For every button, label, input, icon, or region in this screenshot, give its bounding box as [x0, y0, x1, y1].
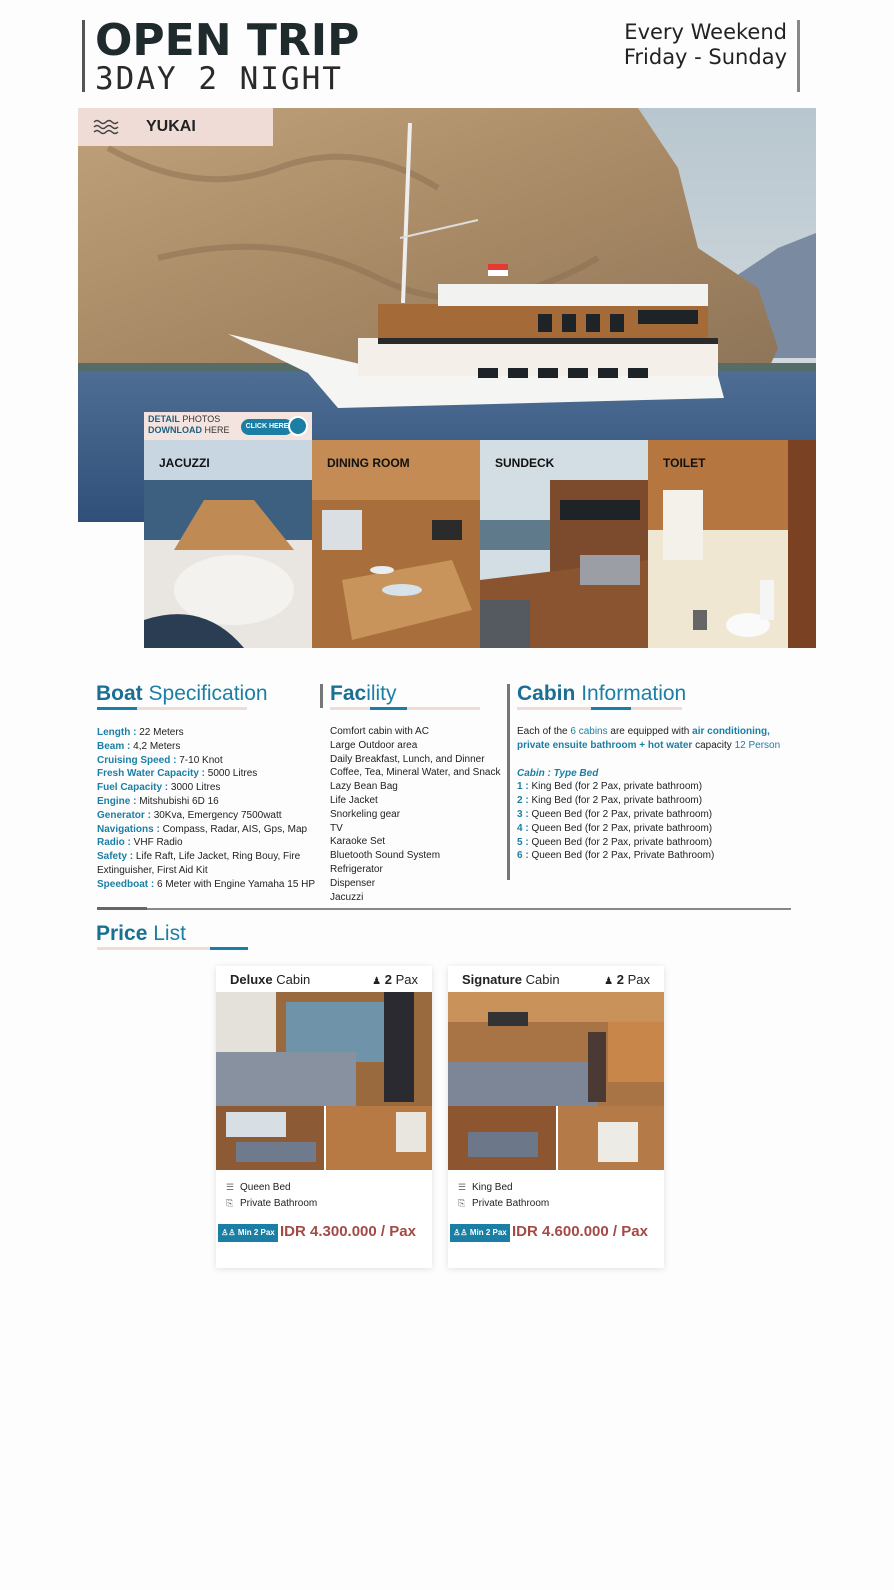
spec-key: Generator :: [97, 809, 151, 821]
header-title-block: [82, 15, 360, 97]
section-divider-accent: [97, 907, 147, 910]
gallery-label: TOILET: [663, 456, 706, 470]
cabin-info-underline-accent: [591, 707, 631, 710]
facility-item: Karaoke Set: [330, 836, 386, 848]
people-icon: ♙♙: [221, 1228, 236, 1237]
spec-value: 5000 Litres: [207, 768, 258, 780]
price-list-title: Price List: [96, 922, 186, 945]
card-pax: ♟ 2 Pax: [372, 972, 418, 987]
bathtub-icon: ⎘: [226, 1198, 234, 1208]
card-pax: ♟ 2 Pax: [604, 972, 650, 987]
section-divider: [97, 908, 791, 910]
spec-key: Navigations :: [97, 823, 160, 835]
price-value: IDR 4.300.000 / Pax: [280, 1223, 416, 1240]
deluxe-cabin-photo: [216, 992, 432, 1170]
facility-list: [330, 725, 510, 904]
gallery-label: JACUZZI: [159, 456, 210, 470]
bed-icon: ☰: [226, 1182, 235, 1192]
spec-value: 7-10 Knot: [179, 754, 223, 766]
cabin-info-body: [517, 725, 797, 863]
spec-value: 4,2 Meters: [133, 740, 181, 752]
spec-key: Fuel Capacity :: [97, 782, 169, 794]
bed-number: 3 :: [517, 808, 529, 820]
click-here-button[interactable]: CLICK HERE: [241, 419, 293, 435]
bed-number: 5 :: [517, 836, 529, 848]
spec-row: [97, 740, 322, 754]
spec-value: Life Raft, Life Jacket, Ring Bouy, Fire Extinguisher, First Aid Kit: [97, 851, 301, 876]
schedule-line-2: Friday - Sunday: [623, 45, 787, 69]
facility-item: Bluetooth Sound System: [330, 850, 441, 862]
bed-row: [517, 822, 797, 836]
cabin-divider: [507, 684, 510, 880]
bed-text: King Bed (for 2 Pax, private bathroom): [531, 795, 703, 807]
facility-item: Life Jacket: [330, 794, 378, 806]
bed-number: 6 :: [517, 850, 529, 862]
gallery-label: DINING ROOM: [327, 456, 410, 470]
boat-name-tag: [78, 108, 273, 146]
bed-row: [517, 836, 797, 850]
spec-row: [97, 795, 322, 809]
facility-item: Daily Breakfast, Lunch, and Dinner: [330, 753, 485, 765]
spec-value: VHF Radio: [133, 837, 183, 849]
spec-row: [97, 850, 322, 878]
spec-value: 3000 Litres: [170, 782, 221, 794]
boat-spec-underline-accent: [97, 707, 137, 710]
download-photos-banner[interactable]: [144, 412, 312, 440]
cabin-info-title: Cabin Information: [517, 682, 687, 705]
bed-number: 1 :: [517, 781, 529, 793]
gallery-tile-sundeck[interactable]: [480, 440, 648, 648]
cursor-click-icon[interactable]: [288, 416, 308, 436]
person-icon: ♟: [604, 976, 614, 987]
people-icon: ♙♙: [453, 1228, 468, 1237]
price-list-underline-accent: [210, 947, 248, 950]
min-pax-badge: ♙♙ Min 2 Pax: [450, 1224, 510, 1242]
gallery-label: SUNDECK: [495, 456, 555, 470]
waves-icon: [93, 118, 119, 136]
facility-item: Large Outdoor area: [330, 739, 418, 751]
spec-key: Radio :: [97, 837, 131, 849]
min-pax-badge: ♙♙ Min 2 Pax: [218, 1224, 278, 1242]
boat-name: YUKAI: [146, 118, 196, 135]
schedule-block: [610, 20, 800, 92]
spec-key: Beam :: [97, 740, 131, 752]
schedule-line-1: Every Weekend: [624, 20, 787, 44]
bathtub-icon: ⎘: [458, 1198, 466, 1208]
feature-bed: ☰ King Bed: [458, 1182, 513, 1193]
spec-row: [97, 809, 322, 823]
card-title: Deluxe Cabin: [230, 972, 311, 987]
download-photos-text: DETAIL PHOTOS DOWNLOAD HERE: [148, 414, 230, 435]
page-title: OPEN TRIP: [95, 15, 360, 66]
spec-row: [97, 726, 322, 740]
facility-item: Comfort cabin with AC: [330, 726, 429, 737]
spec-key: Speedboat :: [97, 878, 155, 890]
spec-row: [97, 781, 322, 795]
facility-item: Dispenser: [330, 877, 376, 889]
spec-value: 30Kva, Emergency 7500watt: [153, 809, 282, 821]
feature-bath: ⎘ Private Bathroom: [226, 1198, 318, 1209]
facility-item: Jacuzzi: [330, 891, 364, 903]
facility-title: Facility: [330, 682, 397, 705]
price-value: IDR 4.600.000 / Pax: [512, 1223, 648, 1240]
spec-key: Length :: [97, 727, 137, 738]
facility-underline-accent: [370, 707, 407, 710]
cabin-type-title: Cabin : Type Bed: [517, 767, 599, 779]
bed-number: 2 :: [517, 795, 529, 807]
bed-number: 4 :: [517, 822, 529, 834]
spec-value: 6 Meter with Engine Yamaha 15 HP: [157, 878, 316, 890]
price-card-signature[interactable]: [448, 966, 664, 1268]
bed-row: [517, 808, 797, 822]
bed-text: King Bed (for 2 Pax, private bathroom): [531, 781, 703, 793]
spec-row: [97, 754, 322, 768]
facility-item: TV: [330, 822, 343, 834]
spec-value: 22 Meters: [139, 727, 184, 738]
bed-icon: ☰: [458, 1182, 467, 1192]
spec-value: Mitshubishi 6D 16: [139, 795, 219, 807]
spec-row: [97, 767, 322, 781]
spec-key: Safety :: [97, 851, 134, 863]
bed-text: Queen Bed (for 2 Pax, private bathroom): [531, 808, 713, 820]
facility-item: Lazy Bean Bag: [330, 781, 398, 793]
person-icon: ♟: [372, 976, 382, 987]
bed-row: [517, 794, 797, 808]
facility-item: Coffee, Tea, Mineral Water, and Snack: [330, 767, 501, 779]
facility-item: Snorkeling gear: [330, 808, 401, 820]
spec-key: Cruising Speed :: [97, 754, 177, 766]
signature-cabin-photo: [448, 992, 664, 1170]
bed-row: [517, 849, 797, 863]
feature-bath: ⎘ Private Bathroom: [458, 1198, 550, 1209]
feature-bed: ☰ Queen Bed: [226, 1182, 291, 1193]
spec-key: Fresh Water Capacity :: [97, 768, 205, 780]
gallery-tile-dining-room[interactable]: [312, 440, 480, 648]
cabin-intro: Each of the 6 cabins are equipped with air conditioning, private ensuite bathroom + hot water capacity 12 Person: [517, 726, 781, 751]
cabin-bed-list: [517, 780, 797, 863]
price-card-deluxe[interactable]: [216, 966, 432, 1268]
bed-text: Queen Bed (for 2 Pax, Private Bathroom): [531, 850, 715, 862]
facility-divider: [320, 684, 323, 708]
facility-item: Refrigerator: [330, 863, 383, 875]
boat-spec-list: [97, 726, 322, 892]
boat-spec-title: Boat Specification: [96, 682, 268, 705]
bed-text: Queen Bed (for 2 Pax, private bathroom): [531, 822, 713, 834]
photo-gallery: [144, 440, 816, 648]
gallery-tile-jacuzzi[interactable]: [144, 440, 312, 648]
bed-row: [517, 780, 797, 794]
spec-value: Compass, Radar, AIS, Gps, Map: [162, 823, 308, 835]
gallery-tile-toilet[interactable]: [648, 440, 816, 648]
page-subtitle: 3DAY 2 NIGHT: [95, 61, 343, 97]
bed-text: Queen Bed (for 2 Pax, private bathroom): [531, 836, 713, 848]
spec-row: [97, 836, 322, 850]
spec-key: Engine :: [97, 795, 137, 807]
card-title: Signature Cabin: [462, 972, 560, 987]
spec-row: [97, 823, 322, 837]
spec-row: [97, 878, 322, 892]
